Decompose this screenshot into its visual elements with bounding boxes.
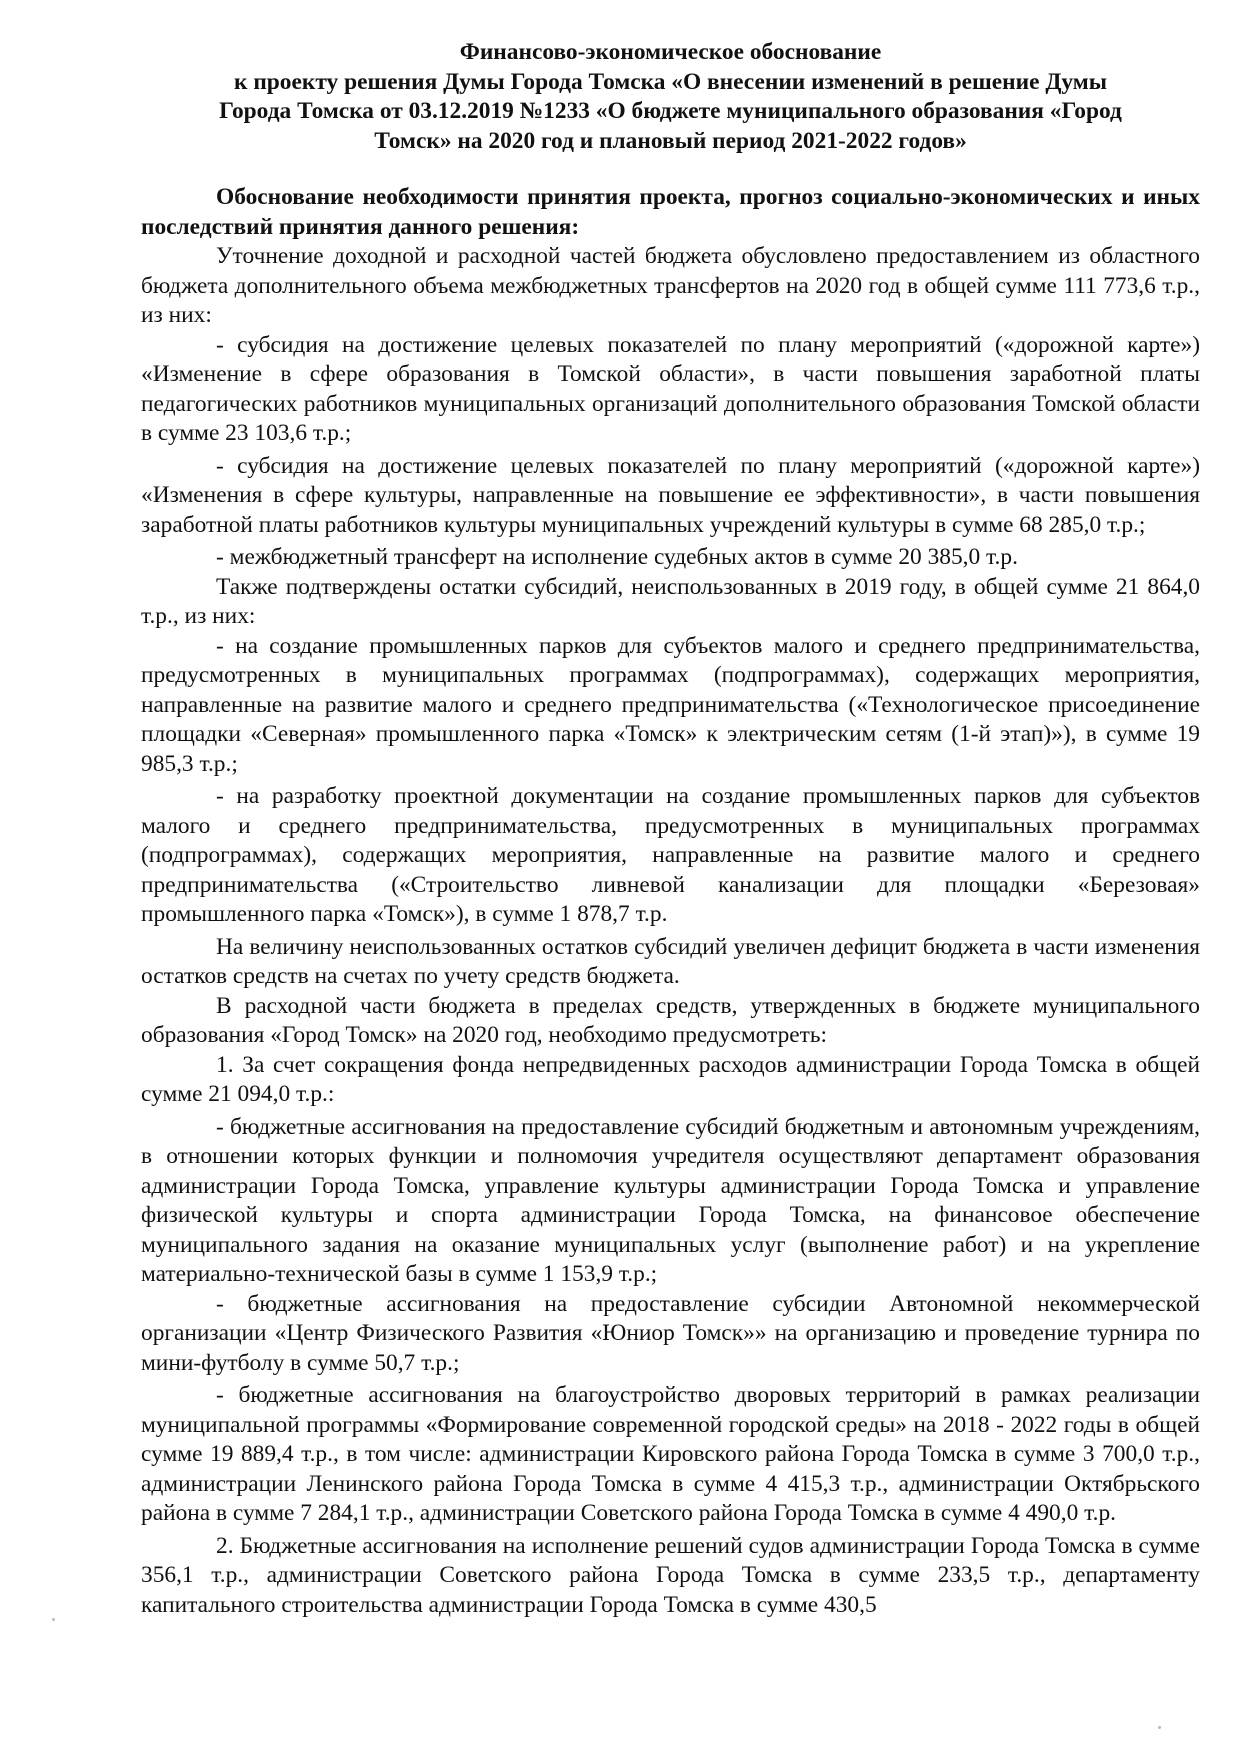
paragraph-design-documentation: - на разработку проектной документации на создание промышленных парков для субъектов малого и среднего предпринимательства, предусмотренных в муниципальных программах (подпрограммах), содержащих мероприятия, направленные на развитие малого и среднего предпринимательства («Строительство ливневой канализации для площадки «Березовая» промышленного парка «Томск»), в сумме 1 878,7 т.р. (141, 783, 1200, 927)
title-line-1: Финансово-экономическое обоснование (459, 39, 882, 65)
title-line-4: Томск» на 2020 год и плановый период 2021-2022 годов» (374, 127, 967, 154)
paragraph-yard-improvement: - бюджетные ассигнования на благоустройство дворовых территорий в рамках реализации муниципальной программы «Формирование современной городской среды» на 2018 - 2022 годы в общей сумме 19 889,4 т.р., в том числе: администрации Кировского района Города Томска в сумме 3 700,0 т.р., администрации Ленинского района Города Томска в сумме 4 415,3 т.р., администрации Октябрьского района в сумме 7 284,1 т.р., администрации Советского района Города Томска в сумме 4 490,0 т.р. (141, 1382, 1200, 1526)
document-page (141, 38, 1200, 1620)
paragraph-subsidy-education: - субсидия на достижение целевых показателей по плану мероприятий («дорожной карте») «Изменение в сфере образования в Томской области», в части повышения заработной платы педагогических работников муниципальных организаций дополнительного образования Томской области в сумме 23 103,6 т.р.; (141, 331, 1200, 446)
section-heading: Обоснование необходимости принятия проекта, прогноз социально-экономических и иных последствий принятия данного решения: (141, 184, 1200, 240)
paragraph-court-transfer: - межбюджетный трансферт на исполнение судебных актов в сумме 20 385,0 т.р. (216, 544, 1018, 570)
paragraph-budget-deficit: На величину неиспользованных остатков субсидий увеличен дефицит бюджета в части изменения остатков средств на счетах по учету средств бюджета. (141, 933, 1200, 989)
paragraph-junior-tomsk: - бюджетные ассигнования на предоставление субсидии Автономной некоммерческой организации «Центр Физического Развития «Юниор Томск»» на организацию и проведение турнира по мини-футболу в сумме 50,7 т.р.; (141, 1290, 1200, 1376)
title-spacer (141, 156, 1200, 183)
paragraph-institution-subsidies: - бюджетные ассигнования на предоставление субсидий бюджетным и автономным учреждениям, в отношении которых функции и полномочия учредителя осуществляют департамент образования администрации Города Томска, управление культуры администрации Города Томска и управление физической культуры и спорта администрации Города Томска, на финансовое обеспечение муниципального задания на оказание муниципальных услуг (выполнение работ) и на укрепление материально-технической базы в сумме 1 153,9 т.р.; (141, 1113, 1200, 1287)
document-title (141, 38, 1200, 156)
title-line-2: к проекту решения Думы Города Томска «О внесении изменений в решение Думы (234, 68, 1107, 95)
paragraph-subsidy-remainders: Также подтверждены остатки субсидий, неиспользованных в 2019 году, в общей сумме 21 864,0 т.р., из них: (141, 573, 1200, 629)
paragraph-intro: Уточнение доходной и расходной частей бюджета обусловлено предоставлением из областного бюджета дополнительного объема межбюджетных трансфертов на 2020 год в общей сумме 111 773,6 т.р., из них: (141, 243, 1200, 328)
paragraph-industrial-parks: - на создание промышленных парков для субъектов малого и среднего предпринимательства, предусмотренных в муниципальных программах (подпрограммах), содержащих мероприятия, направленные на развитие малого и среднего предпринимательства («Технологическое присоединение площадки «Северная» промышленного парка «Томск» к электрическим сетям (1-й этап)»), в сумме 19 985,3 т.р.; (141, 632, 1200, 777)
scan-speck (1158, 1726, 1161, 1729)
paragraph-court-decisions: 2. Бюджетные ассигнования на исполнение решений судов администрации Города Томска в сумме 356,1 т.р., администрации Советского района Города Томска в сумме 233,5 т.р., департаменту капитального строительства администрации Города Томска в сумме 430,5 (141, 1532, 1200, 1618)
scan-speck (52, 1618, 55, 1621)
paragraph-reserve-fund: 1. За счет сокращения фонда непредвиденных расходов администрации Города Томска в общей сумме 21 094,0 т.р.: (141, 1051, 1200, 1107)
title-line-3: Города Томска от 03.12.2019 №1233 «О бюджете муниципального образования «Город (219, 98, 1122, 124)
paragraph-subsidy-culture: - субсидия на достижение целевых показателей по плану мероприятий («дорожной карте») «Изменения в сфере культуры, направленные на повышение ее эффективности», в части повышения заработной платы работников культуры муниципальных учреждений культуры в сумме 68 285,0 т.р.; (141, 452, 1200, 538)
paragraph-expenditure-part: В расходной части бюджета в пределах средств, утвержденных в бюджете муниципального образования «Город Томск» на 2020 год, необходимо предусмотреть: (141, 992, 1200, 1048)
